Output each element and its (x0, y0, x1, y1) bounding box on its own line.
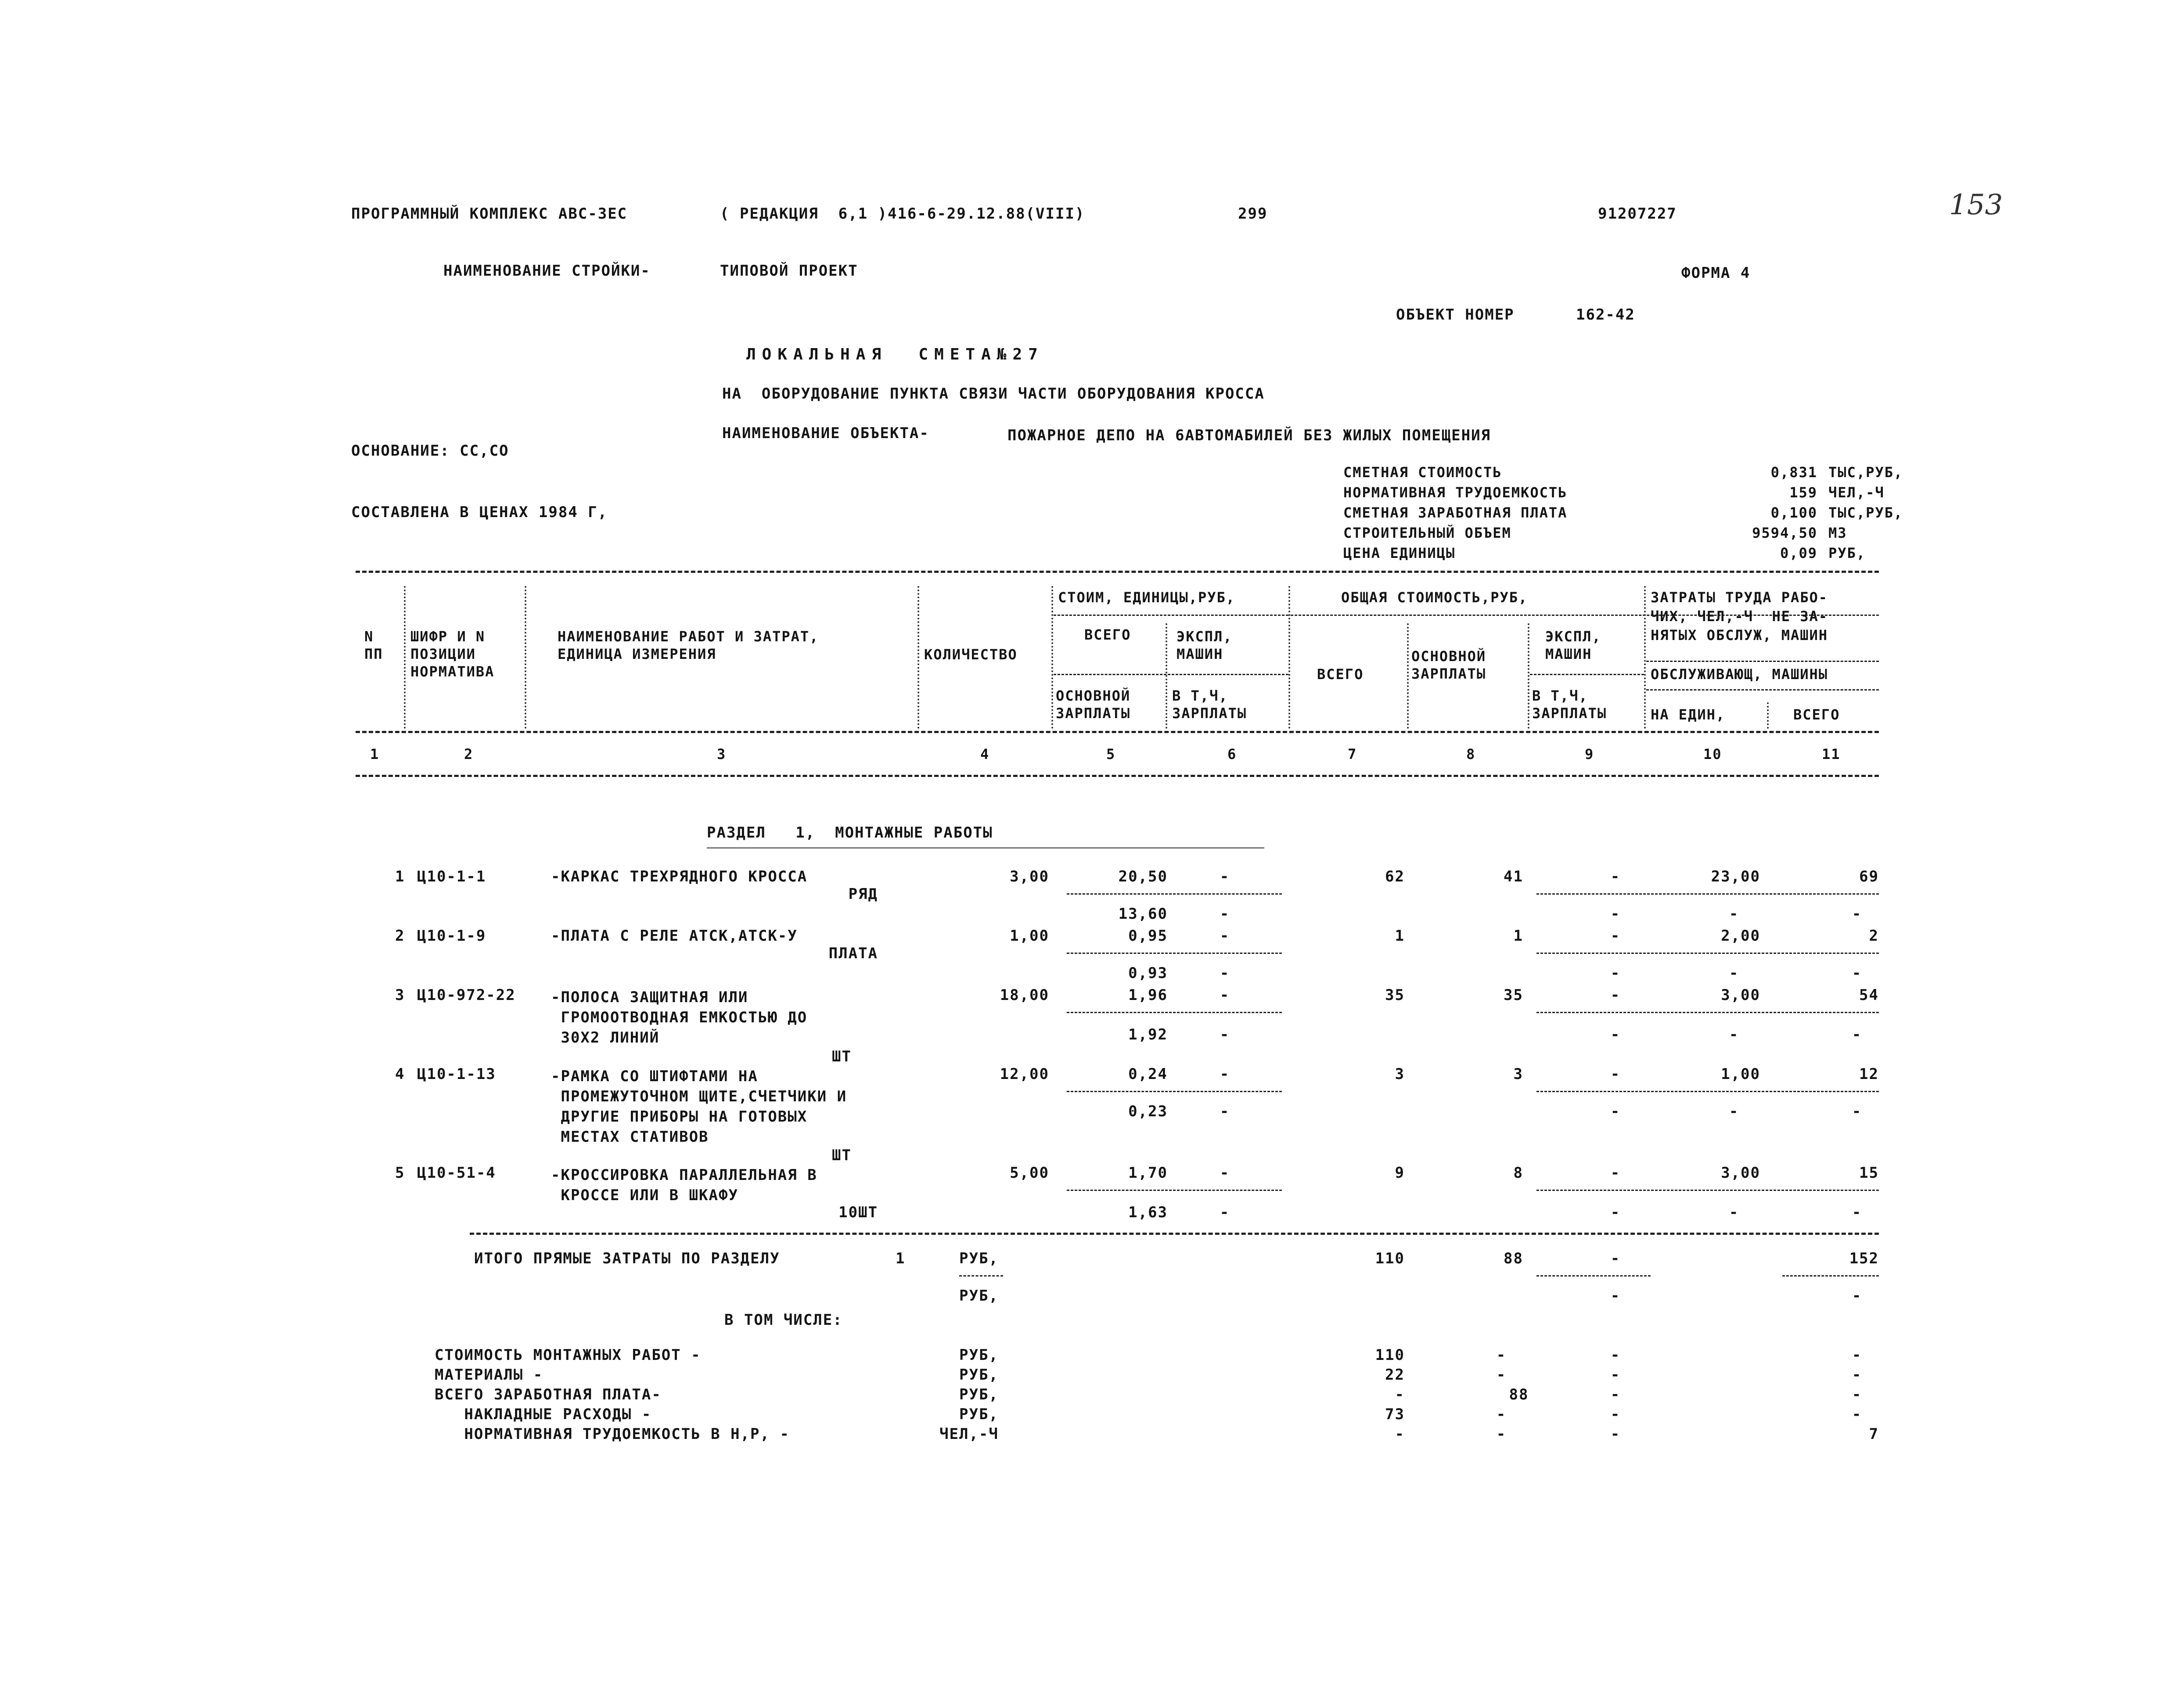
col-header-n: N ПП (364, 628, 383, 662)
breakdown-unit: ЧЕЛ,-Ч (939, 1425, 999, 1443)
row-unit-cost-rule (1067, 953, 1282, 954)
breakdown-c11: - (1852, 1346, 1862, 1364)
column-separator (917, 586, 919, 729)
row-total-cost-rule (1536, 893, 1879, 895)
totals-tc-mach-wage: - (1610, 1287, 1621, 1305)
row-tc-mach: - (1610, 1164, 1621, 1182)
totals-section-number: 1 (896, 1250, 906, 1267)
row-labor-unit-2: - (1729, 905, 1739, 923)
row-n: 2 (395, 927, 405, 945)
breakdown-c7: - (1395, 1425, 1405, 1443)
summary-value: 0,831 (1770, 464, 1817, 481)
table-header-rule (356, 731, 1879, 733)
row-uc-total: 1,70 (1128, 1164, 1168, 1182)
col-header-code: ШИФР И N ПОЗИЦИИ НОРМАТИВА (410, 628, 495, 680)
breakdown-label: СТОИМОСТЬ МОНТАЖНЫХ РАБОТ - (435, 1346, 701, 1364)
breakdown-c8: 88 (1509, 1386, 1529, 1403)
row-code: Ц10-1-1 (417, 868, 486, 885)
breakdown-c9: - (1610, 1346, 1621, 1364)
summary-label: СМЕТНАЯ СТОИМОСТЬ (1343, 464, 1502, 481)
column-separator (525, 586, 526, 729)
totals-mach-rule (1536, 1275, 1651, 1277)
row-uc-wage: 0,93 (1128, 964, 1168, 982)
breakdown-label: НОРМАТИВНАЯ ТРУДОЕМКОСТЬ В Н,Р, - (435, 1425, 790, 1443)
breakdown-c9: - (1610, 1366, 1621, 1384)
breakdown-c8: - (1496, 1346, 1507, 1364)
breakdown-unit: РУБ, (959, 1366, 999, 1384)
totals-rule (470, 1233, 1879, 1235)
row-tc-total: 62 (1385, 868, 1405, 885)
row-uc-total: 20,50 (1118, 868, 1168, 885)
row-labor-unit-2: - (1729, 964, 1739, 982)
row-uc-total: 0,24 (1128, 1065, 1168, 1083)
breakdown-c11: - (1852, 1366, 1862, 1384)
summary-label: ЦЕНА ЕДИНИЦЫ (1343, 545, 1456, 561)
col-header-labor: ЗАТРАТЫ ТРУДА РАБО- ЧИХ, ЧЕЛ,-Ч НЕ ЗА- НЯТЫХ ОБСЛУЖ, МАШИН (1651, 589, 1828, 644)
row-tc-total: 3 (1395, 1065, 1405, 1083)
row-tc-total: 1 (1395, 927, 1405, 945)
breakdown-unit: РУБ, (959, 1406, 999, 1423)
column-number: 6 (1227, 746, 1237, 762)
col-header-uc-total: ВСЕГО (1084, 626, 1131, 643)
breakdown-unit: РУБ, (959, 1346, 999, 1364)
row-tc-mach: - (1610, 868, 1621, 885)
breakdown-label: МАТЕРИАЛЫ - (435, 1366, 543, 1384)
header-inner-rule (1054, 674, 1288, 675)
column-number: 3 (717, 746, 727, 762)
row-unit: 10ШТ (838, 1204, 878, 1221)
summary-unit: ТЫС,РУБ, (1828, 464, 1903, 481)
col-header-labor-sub: ОБСЛУЖИВАЮЩ, МАШИНЫ (1651, 666, 1828, 683)
breakdown-c11: 7 (1869, 1425, 1879, 1443)
col-header-tc-wage: ОСНОВНОЙ ЗАРПЛАТЫ (1411, 648, 1486, 682)
column-number: 2 (464, 746, 474, 762)
edition-info: ( РЕДАКЦИЯ 6,1 )416-6-29.12.88(VIII) (720, 205, 1085, 223)
row-labor-total-2: - (1852, 1026, 1862, 1043)
column-separator (1288, 586, 1290, 729)
breakdown-c11: - (1852, 1386, 1862, 1403)
row-unit: ШТ (832, 1147, 852, 1164)
document-code: 91207227 (1598, 205, 1677, 223)
row-uc-total: 0,95 (1128, 927, 1168, 945)
row-labor-total: 2 (1869, 927, 1879, 945)
col-header-qty: КОЛИЧЕСТВО (924, 646, 1018, 663)
column-number: 10 (1703, 746, 1722, 762)
column-number: 8 (1466, 746, 1476, 762)
column-number: 7 (1348, 746, 1357, 762)
column-separator (1051, 586, 1053, 729)
table-header-bottom-rule (356, 775, 1879, 777)
breakdown-c8: - (1496, 1366, 1507, 1384)
col-header-labor-unit: НА ЕДИН, (1651, 706, 1726, 723)
row-name: -РАМКА СО ШТИФТАМИ НА ПРОМЕЖУТОЧНОМ ЩИТЕ,СЧЕТЧИКИ И ДРУГИЕ ПРИБОРЫ НА ГОТОВЫХ МЕСТАХ СТАТИВОВ (551, 1068, 847, 1146)
row-n: 1 (395, 868, 405, 885)
row-uc-wage: 13,60 (1118, 905, 1168, 923)
col-header-tc-total: ВСЕГО (1317, 666, 1364, 683)
row-n: 4 (395, 1065, 405, 1083)
row-total-cost-rule (1536, 953, 1879, 954)
row-uc-mach-wage: - (1220, 905, 1230, 923)
col-header-unit-cost: СТОИМ, ЕДИНИЦЫ,РУБ, (1058, 589, 1236, 606)
row-qty: 1,00 (1010, 927, 1049, 945)
row-tc-wage: 41 (1504, 868, 1523, 885)
breakdown-label: ВСЕГО ЗАРАБОТНАЯ ПЛАТА- (435, 1386, 662, 1403)
summary-value: 0,09 (1780, 545, 1817, 561)
totals-labor-total: 152 (1849, 1250, 1879, 1267)
col-header-uc-wage: ОСНОВНОЙ ЗАРПЛАТЫ (1056, 687, 1131, 722)
summary-value: 159 (1789, 484, 1817, 501)
row-unit-cost-rule (1067, 1012, 1282, 1013)
row-total-cost-rule (1536, 1190, 1879, 1191)
column-number: 4 (980, 746, 990, 762)
row-labor-total: 15 (1859, 1164, 1879, 1182)
row-name: -ПЛАТА С РЕЛЕ АТСК,АТСК-У (551, 927, 798, 945)
row-tc-total: 9 (1395, 1164, 1405, 1182)
row-labor-unit: 3,00 (1721, 1164, 1760, 1182)
totals-tc-mach: - (1610, 1250, 1621, 1267)
column-separator (1407, 623, 1409, 729)
row-labor-unit: 23,00 (1711, 868, 1760, 885)
program-name: ПРОГРАММНЫЙ КОМПЛЕКС АВС-3ЕС (351, 205, 628, 223)
row-qty: 18,00 (1000, 986, 1049, 1004)
row-labor-total: 12 (1859, 1065, 1879, 1083)
totals-tc-wage: 88 (1504, 1250, 1523, 1267)
row-tc-wage: 8 (1513, 1164, 1523, 1182)
section-underline (707, 847, 1264, 849)
col-header-uc-mach: ЭКСПЛ, МАШИН (1177, 628, 1233, 662)
row-labor-total: 69 (1859, 868, 1879, 885)
construction-value: ТИПОВОЙ ПРОЕКТ (720, 262, 858, 280)
breakdown-c9: - (1610, 1386, 1621, 1403)
row-uc-mach: - (1220, 1065, 1230, 1083)
totals-labor-rule (1782, 1275, 1879, 1277)
header-inner-rule (1530, 674, 1644, 675)
header-inner-rule (1646, 661, 1879, 662)
totals-unit: РУБ, (959, 1250, 999, 1267)
summary-label: СМЕТНАЯ ЗАРАБОТНАЯ ПЛАТА (1343, 504, 1568, 521)
header-inner-rule (1646, 689, 1879, 690)
row-labor-total: 54 (1859, 986, 1879, 1004)
summary-unit: М3 (1828, 525, 1847, 541)
breakdown-c9: - (1610, 1406, 1621, 1423)
row-unit: РЯД (848, 885, 878, 903)
row-uc-wage: 0,23 (1128, 1103, 1168, 1120)
col-header-name: НАИМЕНОВАНИЕ РАБОТ И ЗАТРАТ, ЕДИНИЦА ИЗМЕРЕНИЯ (558, 628, 819, 662)
row-unit-cost-rule (1067, 893, 1282, 895)
breakdown-c11: - (1852, 1406, 1862, 1423)
totals-unit-rule (959, 1275, 1003, 1277)
row-labor-total-2: - (1852, 964, 1862, 982)
row-uc-mach: - (1220, 868, 1230, 885)
breakdown-label: НАКЛАДНЫЕ РАСХОДЫ - (435, 1406, 652, 1423)
row-tc-mach-wage: - (1610, 1204, 1621, 1221)
row-uc-mach-wage: - (1220, 1103, 1230, 1120)
summary-label: НОРМАТИВНАЯ ТРУДОЕМКОСТЬ (1343, 484, 1568, 501)
row-labor-total-2: - (1852, 1204, 1862, 1221)
row-labor-unit-2: - (1729, 1103, 1739, 1120)
sheet-number-handwritten: 153 (1949, 189, 2003, 221)
row-qty: 5,00 (1010, 1164, 1049, 1182)
row-labor-unit: 3,00 (1721, 986, 1760, 1004)
totals-label: ИТОГО ПРЯМЫЕ ЗАТРАТЫ ПО РАЗДЕЛУ (474, 1250, 780, 1267)
row-labor-total-2: - (1852, 905, 1862, 923)
row-unit: ШТ (832, 1048, 852, 1065)
row-tc-mach-wage: - (1610, 964, 1621, 982)
summary-unit: РУБ, (1828, 545, 1866, 561)
including-label: В ТОМ ЧИСЛЕ: (724, 1311, 843, 1329)
basis: ОСНОВАНИЕ: СС,СО (351, 442, 509, 460)
row-tc-mach: - (1610, 1065, 1621, 1083)
row-qty: 12,00 (1000, 1065, 1049, 1083)
row-uc-mach: - (1220, 986, 1230, 1004)
col-header-tc-mach: ЭКСПЛ, МАШИН (1545, 628, 1601, 662)
row-unit: ПЛАТА (828, 945, 878, 962)
price-level: СОСТАВЛЕНА В ЦЕНАХ 1984 Г, (351, 503, 608, 521)
form-label: ФОРМА 4 (1681, 264, 1751, 282)
row-labor-unit-2: - (1729, 1026, 1739, 1043)
row-uc-total: 1,96 (1128, 986, 1168, 1004)
row-uc-mach-wage: - (1220, 964, 1230, 982)
row-uc-wage: 1,63 (1128, 1204, 1168, 1221)
column-separator (1644, 586, 1646, 729)
summary-value: 0,100 (1770, 504, 1817, 521)
row-n: 3 (395, 986, 405, 1004)
row-labor-unit: 1,00 (1721, 1065, 1760, 1083)
row-name: -КРОССИРОВКА ПАРАЛЛЕЛЬНАЯ В КРОССЕ ИЛИ В ШКАФУ (551, 1166, 817, 1204)
column-separator (404, 586, 406, 729)
row-tc-mach: - (1610, 986, 1621, 1004)
row-uc-mach: - (1220, 1164, 1230, 1182)
col-header-tc-mach-wage: В Т,Ч, ЗАРПЛАТЫ (1532, 687, 1607, 722)
row-labor-unit: 2,00 (1721, 927, 1760, 945)
section-title: РАЗДЕЛ 1, МОНТАЖНЫЕ РАБОТЫ (707, 824, 993, 842)
breakdown-c7: 73 (1385, 1406, 1405, 1423)
row-tc-wage: 1 (1513, 927, 1523, 945)
column-separator (1767, 702, 1769, 729)
row-tc-wage: 35 (1504, 986, 1523, 1004)
row-tc-total: 35 (1385, 986, 1405, 1004)
object-name-value: ПОЖАРНОЕ ДЕПО НА 6АВТОМАБИЛЕЙ БЕЗ ЖИЛЫХ ПОМЕЩЕНИЯ (1007, 427, 1491, 444)
totals-unit: РУБ, (959, 1287, 999, 1305)
object-name-label: НАИМЕНОВАНИЕ ОБЪЕКТА- (722, 424, 929, 442)
row-tc-mach-wage: - (1610, 1103, 1621, 1120)
column-separator (1528, 623, 1529, 729)
summary-label: СТРОИТЕЛЬНЫЙ ОБЪЕМ (1343, 525, 1511, 541)
breakdown-c8: - (1496, 1425, 1507, 1443)
row-total-cost-rule (1536, 1012, 1879, 1013)
row-code: Ц10-1-9 (417, 927, 486, 945)
breakdown-c9: - (1610, 1425, 1621, 1443)
table-top-rule (356, 571, 1879, 573)
totals-tc-total: 110 (1375, 1250, 1405, 1267)
document-title: ЛОКАЛЬНАЯ СМЕТА№27 (746, 345, 1044, 363)
row-tc-mach: - (1610, 927, 1621, 945)
breakdown-unit: РУБ, (959, 1386, 999, 1403)
row-name: -ПОЛОСА ЗАЩИТНАЯ ИЛИ ГРОМООТВОДНАЯ ЕМКОСТЬЮ ДО 30Х2 ЛИНИЙ (551, 989, 808, 1046)
row-n: 5 (395, 1164, 405, 1182)
row-tc-mach-wage: - (1610, 1026, 1621, 1043)
construction-label: НАИМЕНОВАНИЕ СТРОЙКИ- (443, 262, 651, 280)
row-code: Ц10-51-4 (417, 1164, 496, 1182)
object-number-label: ОБЪЕКТ НОМЕР (1396, 306, 1515, 324)
row-unit-cost-rule (1067, 1091, 1282, 1092)
row-qty: 3,00 (1010, 868, 1049, 885)
row-uc-mach-wage: - (1220, 1026, 1230, 1043)
column-number: 5 (1106, 746, 1116, 762)
row-code: Ц10-1-13 (417, 1065, 496, 1083)
summary-unit: ТЫС,РУБ, (1828, 504, 1903, 521)
document-subtitle: НА ОБОРУДОВАНИЕ ПУНКТА СВЯЗИ ЧАСТИ ОБОРУДОВАНИЯ КРОССА (722, 385, 1265, 403)
summary-value: 9594,50 (1752, 525, 1817, 541)
row-uc-wage: 1,92 (1128, 1026, 1168, 1043)
row-labor-total-2: - (1852, 1103, 1862, 1120)
row-name: -КАРКАС ТРЕХРЯДНОГО КРОССА (551, 868, 808, 885)
row-uc-mach: - (1220, 927, 1230, 945)
column-number: 9 (1585, 746, 1594, 762)
object-number-value: 162-42 (1576, 306, 1635, 324)
column-number: 11 (1822, 746, 1841, 762)
breakdown-c7: - (1395, 1386, 1405, 1403)
row-uc-mach-wage: - (1220, 1204, 1230, 1221)
row-tc-mach-wage: - (1610, 905, 1621, 923)
breakdown-c8: - (1496, 1406, 1507, 1423)
col-header-labor-total: ВСЕГО (1793, 706, 1840, 723)
totals-labor-total-2: - (1852, 1287, 1862, 1305)
breakdown-c7: 22 (1385, 1366, 1405, 1384)
breakdown-c7: 110 (1375, 1346, 1405, 1364)
row-total-cost-rule (1536, 1091, 1879, 1092)
summary-unit: ЧЕЛ,-Ч (1828, 484, 1885, 501)
col-header-total-cost: ОБЩАЯ СТОИМОСТЬ,РУБ, (1341, 589, 1528, 606)
column-separator (1166, 623, 1167, 729)
row-tc-wage: 3 (1513, 1065, 1523, 1083)
col-header-uc-mach-wage: В Т,Ч, ЗАРПЛАТЫ (1172, 687, 1247, 722)
row-code: Ц10-972-22 (417, 986, 516, 1004)
row-unit-cost-rule (1067, 1190, 1282, 1191)
column-number: 1 (370, 746, 380, 762)
row-labor-unit-2: - (1729, 1204, 1739, 1221)
header-inner-rule (1054, 615, 1288, 616)
page-number: 299 (1238, 205, 1268, 223)
